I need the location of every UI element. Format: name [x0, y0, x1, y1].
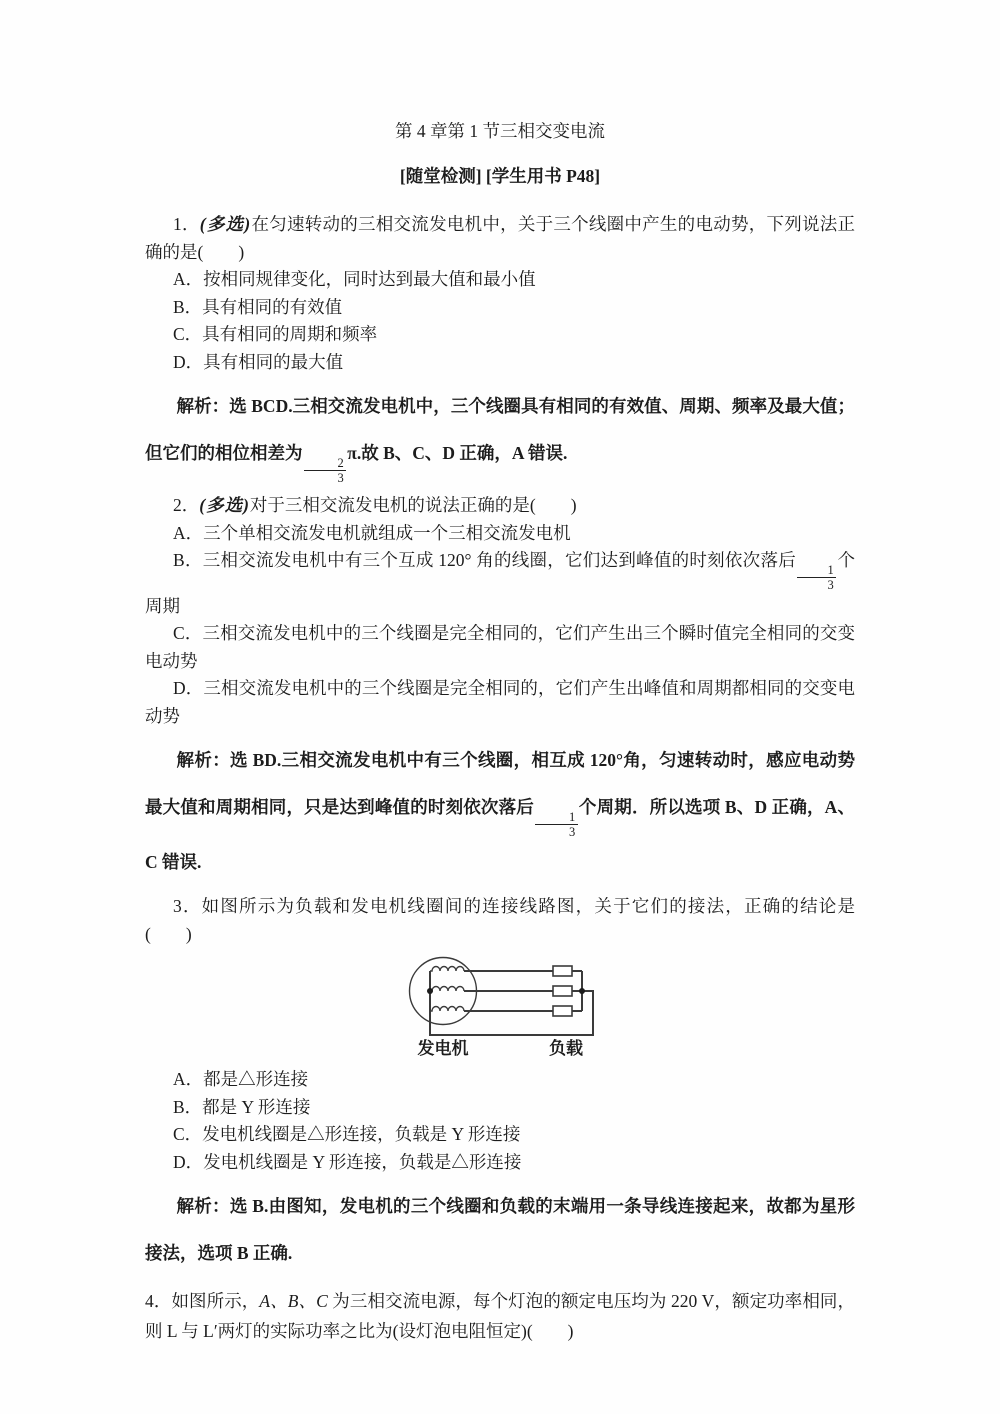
fraction-2-3 [304, 456, 347, 486]
question-1-option-c: C．具有相同的周期和频率 [173, 324, 378, 344]
load-box-middle [553, 986, 572, 996]
analysis-1-post: π.故 B、C、D 正确，A 错误. [347, 443, 568, 463]
question-2-stem [145, 492, 855, 520]
analysis-1-pre: 解析：选 BCD.三相交流发电机中，三个线圈具有相同的有效值、周期、频率及最大值；但它们的相位相差为 [145, 396, 855, 463]
question-3-option-b: B．都是 Y 形连接 [173, 1096, 311, 1117]
question-2-option-b [145, 547, 855, 620]
question-1-text: 在匀速转动的三相交流发电机中，关于三个线圈中产生的电动势，下列说法正确的是( ) [145, 214, 856, 262]
question-3-stem [145, 893, 855, 948]
option-b-post: 个周期 [145, 550, 856, 616]
question-2-option-c: C．三相交流发电机中的三个线圈是完全相同的，它们产生出三个瞬时值完全相同的交变电动势 [145, 623, 855, 671]
fraction-numerator: 1 [535, 810, 578, 825]
question-2-number: 2． [173, 495, 200, 516]
fraction-denominator: 3 [827, 578, 834, 593]
question-2-option-a: A．三个单相交流发电机就组成一个三相交流发电机 [173, 522, 571, 543]
fraction-1-3 [797, 563, 836, 593]
page-subtitle: [随堂检测] [学生用书 P48] [399, 165, 601, 186]
neutral-wire [430, 971, 593, 1035]
question-3-text: 如图所示为负载和发电机线圈间的连接线路图，关于它们的接法，正确的结论是( ) [145, 896, 856, 944]
circuit-figure [380, 951, 620, 1064]
question-4-source-vars: A、B、C [259, 1291, 328, 1312]
load-star-dot [579, 988, 585, 994]
question-4-stem [145, 1286, 855, 1346]
three-phase-circuit-diagram [380, 951, 620, 1059]
generator-label: 发电机 [417, 1039, 469, 1059]
question-2-analysis [145, 737, 855, 886]
fraction-denominator: 3 [568, 824, 576, 839]
question-4-text-2: 为三相交流电源，每个灯泡的额定电压均为 220 V，额定功率相同，则 L 与 L′两灯的实际功率之比为(设灯泡电阻恒定)( ) [145, 1291, 856, 1342]
question-1-option-b: B．具有相同的有效值 [173, 296, 343, 317]
page-title: 第 4 章第 1 节三相交变电流 [395, 121, 605, 141]
question-3-option-d: D．发电机线圈是 Y 形连接，负载是△形连接 [173, 1151, 522, 1172]
question-1-number: 1． [173, 214, 200, 234]
question-3-option-a: A．都是△形连接 [173, 1069, 309, 1090]
question-2-text: 对于三相交流发电机的说法正确的是( ) [249, 495, 577, 516]
fraction-numerator: 2 [304, 456, 347, 471]
coil-top [430, 967, 464, 972]
load-box-bottom [553, 1006, 572, 1016]
multi-select-tag: (多选) [199, 495, 250, 516]
load-box-top [553, 966, 572, 976]
question-1-option-d: D．具有相同的最大值 [173, 351, 344, 372]
question-1-stem [145, 211, 855, 266]
analysis-2-post: 个周期．所以选项 B、D 正确，A、C 错误. [145, 797, 856, 873]
generator-star-dot [427, 988, 433, 994]
fraction-numerator: 1 [797, 563, 836, 578]
coil-bottom [430, 1007, 464, 1012]
load-label: 负载 [549, 1039, 583, 1059]
multi-select-tag: (多选) [199, 214, 252, 234]
option-b-pre: B．三相交流发电机中有三个互成 120° 角的线圈，它们达到峰值的时刻依次落后 [173, 550, 796, 571]
question-3-number: 3． [173, 896, 202, 917]
analysis-2-pre: 解析：选 BD.三相交流发电机中有三个线圈，相互成 120°角，匀速转动时，感应电动势最大值和周期相同，只是达到峰值的时刻依次落后 [145, 750, 855, 817]
coil-middle [430, 987, 464, 992]
question-3-option-c: C．发电机线圈是△形连接，负载是 Y 形连接 [173, 1124, 521, 1145]
question-3-analysis: 解析：选 B.由图知，发电机的三个线圈和负载的末端用一条导线连接起来，故都为星形接法，选项 B 正确. [145, 1196, 855, 1264]
fraction-denominator: 3 [337, 470, 344, 485]
question-1-option-a: A．按相同规律变化，同时达到最大值和最小值 [173, 269, 536, 289]
question-2-option-d: D．三相交流发电机中的三个线圈是完全相同的，它们产生出峰值和周期都相同的交变电动势 [145, 678, 855, 726]
question-1-analysis [145, 383, 855, 485]
question-4-number: 4． [145, 1291, 172, 1312]
fraction-1-3 [535, 810, 578, 840]
question-4-text-1: 如图所示， [171, 1291, 260, 1312]
